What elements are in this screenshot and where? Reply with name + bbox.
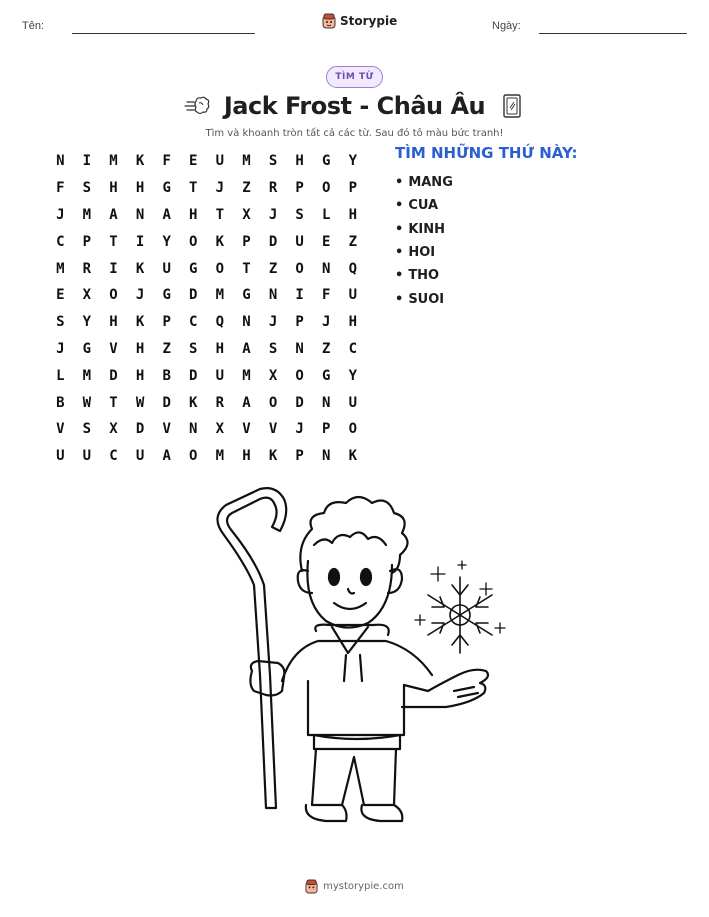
grid-letter[interactable]: R bbox=[82, 260, 92, 277]
bullet: • bbox=[395, 221, 404, 237]
grid-letter[interactable]: G bbox=[189, 260, 198, 277]
footer-site: mystorypie.com bbox=[323, 881, 404, 892]
grid-letter[interactable]: Y bbox=[162, 233, 171, 250]
word-list-word: THO bbox=[408, 268, 440, 284]
grid-letter[interactable]: Y bbox=[348, 367, 358, 384]
grid-letter[interactable]: X bbox=[215, 421, 225, 438]
grid-letter[interactable]: H bbox=[242, 448, 251, 465]
grid-letter[interactable]: N bbox=[322, 260, 331, 277]
grid-letter[interactable]: K bbox=[135, 153, 145, 170]
grid-letter[interactable]: O bbox=[348, 421, 358, 438]
grid-letter[interactable]: A bbox=[162, 448, 171, 465]
word-list-word: KINH bbox=[408, 221, 445, 237]
grid-letter[interactable]: D bbox=[162, 394, 171, 411]
grid-letter[interactable]: Y bbox=[348, 153, 358, 170]
grid-letter[interactable]: A bbox=[242, 394, 251, 411]
grid-letter[interactable]: S bbox=[268, 153, 278, 170]
grid-letter[interactable]: O bbox=[189, 233, 198, 250]
grid-letter[interactable]: O bbox=[189, 448, 198, 465]
grid-letter[interactable]: G bbox=[82, 340, 92, 357]
grid-row bbox=[47, 148, 366, 175]
grid-letter[interactable]: N bbox=[295, 340, 304, 357]
grid-letter[interactable]: H bbox=[135, 340, 145, 357]
grid-letter[interactable]: H bbox=[215, 340, 225, 357]
grid-letter[interactable]: P bbox=[295, 448, 304, 465]
word-list-word: CUA bbox=[408, 198, 439, 214]
mirror-icon bbox=[499, 93, 525, 119]
grid-letter[interactable]: S bbox=[82, 421, 92, 438]
grid-letter[interactable]: K bbox=[135, 314, 145, 331]
grid-letter[interactable]: F bbox=[322, 287, 331, 304]
word-list-word: SUOI bbox=[408, 291, 445, 307]
grid-letter[interactable]: O bbox=[268, 394, 278, 411]
grid-letter[interactable]: U bbox=[348, 287, 358, 304]
word-list-item bbox=[395, 287, 453, 310]
grid-letter[interactable]: L bbox=[322, 206, 331, 223]
word-list bbox=[395, 171, 453, 311]
grid-row bbox=[47, 202, 366, 229]
grid-letter[interactable]: Z bbox=[242, 180, 251, 197]
grid-row bbox=[47, 362, 366, 389]
grid-letter[interactable]: U bbox=[162, 260, 171, 277]
grid-letter[interactable]: S bbox=[82, 180, 92, 197]
grid-letter[interactable]: H bbox=[109, 314, 118, 331]
grid-letter[interactable]: P bbox=[242, 233, 251, 250]
grid-letter[interactable]: J bbox=[322, 314, 331, 331]
grid-letter[interactable]: D bbox=[189, 367, 198, 384]
grid-letter[interactable]: H bbox=[295, 153, 304, 170]
grid-letter[interactable]: M bbox=[215, 287, 225, 304]
grid-letter[interactable]: F bbox=[56, 180, 65, 197]
grid-letter[interactable]: D bbox=[109, 367, 118, 384]
grid-row bbox=[47, 309, 366, 336]
grid-letter[interactable]: G bbox=[162, 287, 171, 304]
grid-letter[interactable]: P bbox=[348, 180, 358, 197]
grid-letter[interactable]: E bbox=[56, 287, 65, 304]
grid-letter[interactable]: M bbox=[82, 367, 92, 384]
grid-letter[interactable]: N bbox=[135, 206, 145, 223]
grid-letter[interactable]: M bbox=[109, 153, 118, 170]
title-row bbox=[0, 92, 709, 120]
grid-row bbox=[47, 443, 366, 470]
grid-letter[interactable]: D bbox=[295, 394, 304, 411]
instructions: Tìm và khoanh tròn tất cả các từ. Sau đó tô màu bức tranh! bbox=[205, 128, 504, 139]
grid-row bbox=[47, 416, 366, 443]
grid-letter[interactable]: P bbox=[162, 314, 171, 331]
grid-letter[interactable]: G bbox=[242, 287, 251, 304]
bullet: • bbox=[395, 198, 404, 214]
bullet: • bbox=[395, 291, 404, 307]
grid-letter[interactable]: T bbox=[109, 233, 118, 250]
grid-letter[interactable]: V bbox=[242, 421, 251, 438]
grid-letter[interactable]: N bbox=[268, 287, 278, 304]
grid-letter[interactable]: T bbox=[109, 394, 118, 411]
grid-letter[interactable]: K bbox=[215, 233, 225, 250]
date-line bbox=[539, 33, 687, 34]
grid-letter[interactable]: O bbox=[215, 260, 225, 277]
grid-letter[interactable]: P bbox=[295, 314, 304, 331]
date-label: Ngày: bbox=[492, 20, 521, 32]
grid-letter[interactable]: J bbox=[135, 287, 145, 304]
grid-letter[interactable]: J bbox=[268, 206, 278, 223]
grid-letter[interactable]: C bbox=[109, 448, 118, 465]
grid-letter[interactable]: N bbox=[322, 394, 331, 411]
grid-letter[interactable]: C bbox=[56, 233, 65, 250]
grid-letter[interactable]: F bbox=[162, 153, 171, 170]
grid-letter[interactable]: R bbox=[268, 180, 278, 197]
grid-letter[interactable]: C bbox=[348, 340, 358, 357]
word-search-grid bbox=[47, 148, 366, 470]
grid-letter[interactable]: M bbox=[215, 448, 225, 465]
grid-letter[interactable]: Z bbox=[162, 340, 171, 357]
grid-letter[interactable]: I bbox=[82, 153, 92, 170]
name-label: Tên: bbox=[22, 20, 45, 32]
grid-letter[interactable]: D bbox=[189, 287, 198, 304]
wind-gust-icon bbox=[184, 93, 210, 119]
jack-frost-coloring-illustration bbox=[196, 485, 516, 835]
grid-letter[interactable]: H bbox=[348, 314, 358, 331]
bullet: • bbox=[395, 245, 404, 261]
grid-row bbox=[47, 336, 366, 363]
grid-letter[interactable]: H bbox=[135, 367, 145, 384]
word-list-item bbox=[395, 218, 453, 241]
grid-row bbox=[47, 175, 366, 202]
grid-letter[interactable]: U bbox=[215, 153, 225, 170]
grid-letter[interactable]: S bbox=[268, 340, 278, 357]
grid-letter[interactable]: N bbox=[56, 153, 65, 170]
storypie-mascot-icon bbox=[305, 879, 318, 894]
grid-letter[interactable]: Z bbox=[268, 260, 278, 277]
page-title: Jack Frost - Châu Âu bbox=[223, 92, 486, 120]
grid-letter[interactable]: M bbox=[242, 367, 251, 384]
grid-letter[interactable]: U bbox=[82, 448, 92, 465]
word-list-item bbox=[395, 241, 453, 264]
grid-letter[interactable]: V bbox=[56, 421, 65, 438]
grid-letter[interactable]: I bbox=[109, 260, 118, 277]
grid-letter[interactable]: N bbox=[322, 448, 331, 465]
bullet: • bbox=[395, 268, 404, 284]
grid-letter[interactable]: V bbox=[268, 421, 278, 438]
grid-letter[interactable]: I bbox=[135, 233, 145, 250]
grid-letter[interactable]: M bbox=[242, 153, 251, 170]
word-list-word: MANG bbox=[408, 175, 453, 191]
brand bbox=[322, 13, 397, 29]
grid-letter[interactable]: Q bbox=[215, 314, 225, 331]
grid-letter[interactable]: Z bbox=[322, 340, 331, 357]
grid-letter[interactable]: U bbox=[56, 448, 65, 465]
grid-letter[interactable]: X bbox=[242, 206, 251, 223]
grid-letter[interactable]: E bbox=[189, 153, 198, 170]
storypie-mascot-icon bbox=[322, 13, 336, 29]
grid-letter[interactable]: O bbox=[295, 367, 304, 384]
grid-letter[interactable]: S bbox=[56, 314, 65, 331]
grid-letter[interactable]: A bbox=[242, 340, 251, 357]
grid-letter[interactable]: N bbox=[189, 421, 198, 438]
grid-letter[interactable]: S bbox=[189, 340, 198, 357]
grid-letter[interactable]: E bbox=[322, 233, 331, 250]
grid-letter[interactable]: H bbox=[109, 180, 118, 197]
grid-letter[interactable]: S bbox=[295, 206, 304, 223]
grid-letter[interactable]: I bbox=[295, 287, 304, 304]
grid-letter[interactable]: J bbox=[295, 421, 304, 438]
grid-letter[interactable]: X bbox=[268, 367, 278, 384]
grid-letter[interactable]: V bbox=[109, 340, 118, 357]
bullet: • bbox=[395, 175, 404, 191]
worksheet-type-badge: TÌM TỪ bbox=[326, 66, 383, 88]
grid-letter[interactable]: A bbox=[162, 206, 171, 223]
grid-letter[interactable]: J bbox=[56, 340, 65, 357]
grid-letter[interactable]: J bbox=[56, 206, 65, 223]
grid-letter[interactable]: K bbox=[135, 260, 145, 277]
grid-letter[interactable]: U bbox=[135, 448, 145, 465]
grid-row bbox=[47, 228, 366, 255]
grid-letter[interactable]: R bbox=[215, 394, 225, 411]
grid-letter[interactable]: O bbox=[109, 287, 118, 304]
grid-letter[interactable]: U bbox=[295, 233, 304, 250]
grid-letter[interactable]: M bbox=[82, 206, 92, 223]
grid-letter[interactable]: K bbox=[189, 394, 198, 411]
grid-letter[interactable]: X bbox=[109, 421, 118, 438]
grid-letter[interactable]: J bbox=[268, 314, 278, 331]
grid-letter[interactable]: P bbox=[322, 421, 331, 438]
grid-letter[interactable]: D bbox=[135, 421, 145, 438]
grid-letter[interactable]: A bbox=[109, 206, 118, 223]
footer bbox=[0, 879, 709, 894]
grid-letter[interactable]: O bbox=[322, 180, 331, 197]
grid-letter[interactable]: P bbox=[295, 180, 304, 197]
grid-row bbox=[47, 282, 366, 309]
grid-row bbox=[47, 255, 366, 282]
grid-letter[interactable]: Z bbox=[348, 233, 358, 250]
grid-letter[interactable]: Q bbox=[348, 260, 358, 277]
grid-letter[interactable]: X bbox=[82, 287, 92, 304]
grid-letter[interactable]: W bbox=[135, 394, 145, 411]
grid-letter[interactable]: B bbox=[162, 367, 171, 384]
grid-letter[interactable]: O bbox=[295, 260, 304, 277]
grid-letter[interactable]: G bbox=[322, 153, 331, 170]
word-list-item bbox=[395, 264, 453, 287]
grid-letter[interactable]: D bbox=[268, 233, 278, 250]
grid-letter[interactable]: H bbox=[348, 206, 358, 223]
grid-letter[interactable]: H bbox=[135, 180, 145, 197]
brand-name: Storypie bbox=[340, 14, 398, 28]
grid-letter[interactable]: M bbox=[56, 260, 65, 277]
grid-letter[interactable]: T bbox=[189, 180, 198, 197]
grid-letter[interactable]: U bbox=[215, 367, 225, 384]
grid-letter[interactable]: B bbox=[56, 394, 65, 411]
grid-letter[interactable]: T bbox=[242, 260, 251, 277]
grid-letter[interactable]: V bbox=[162, 421, 171, 438]
grid-letter[interactable]: J bbox=[215, 180, 225, 197]
word-list-item bbox=[395, 171, 453, 194]
word-list-heading: TÌM NHỮNG THỨ NÀY: bbox=[395, 144, 578, 162]
grid-letter[interactable]: T bbox=[215, 206, 225, 223]
grid-letter[interactable]: C bbox=[189, 314, 198, 331]
grid-letter[interactable]: N bbox=[242, 314, 251, 331]
grid-letter[interactable]: G bbox=[162, 180, 171, 197]
word-list-word: HOI bbox=[408, 245, 436, 261]
staff-icon bbox=[217, 488, 286, 808]
grid-row bbox=[47, 389, 366, 416]
grid-letter[interactable]: G bbox=[322, 367, 331, 384]
grid-letter[interactable]: U bbox=[348, 394, 358, 411]
grid-letter[interactable]: W bbox=[82, 394, 92, 411]
grid-letter[interactable]: L bbox=[56, 367, 65, 384]
grid-letter[interactable]: K bbox=[348, 448, 358, 465]
word-list-item bbox=[395, 194, 453, 217]
grid-letter[interactable]: K bbox=[268, 448, 278, 465]
grid-letter[interactable]: Y bbox=[82, 314, 92, 331]
grid-letter[interactable]: P bbox=[82, 233, 92, 250]
name-line bbox=[72, 33, 255, 34]
grid-letter[interactable]: H bbox=[189, 206, 198, 223]
